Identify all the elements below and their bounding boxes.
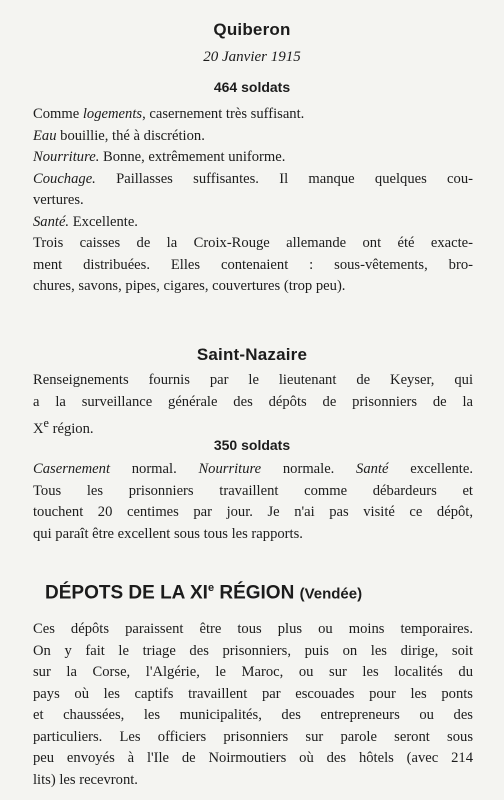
soldier-count-saint-nazaire: 350 soldats xyxy=(213,437,291,453)
section-date: 20 Janvier 1915 xyxy=(203,49,301,65)
region-xi-text xyxy=(33,619,473,791)
region-line: Ces dépôts paraissent être tous plus ou moins temporaires. xyxy=(33,621,473,637)
nourriture-line: Nourriture. Bonne, extrêmement uniforme. xyxy=(33,149,286,165)
section-title-quiberon: Quiberon xyxy=(213,20,291,39)
eau-line: Eau bouillie, thé à discrétion. xyxy=(33,127,205,144)
region-line: On y fait le triage des prisonniers, puis on les dirige, soit xyxy=(33,642,473,659)
visit-line: qui paraît être excellent sous tous les rapports. xyxy=(33,525,303,542)
sante-line: Santé. Excellente. xyxy=(33,213,138,230)
saint-nazaire-details xyxy=(33,459,473,545)
saint-nazaire-info xyxy=(33,370,473,440)
pay-line: touchent 20 centimes par jour. Je n'ai pas visité ce dépôt, xyxy=(33,504,473,520)
couchage-line: Couchage. Paillasses suffisantes. Il manque quelques cou- xyxy=(33,170,473,187)
quiberon-details xyxy=(33,104,473,298)
region-line: pays où les captifs travaillent par escouades pour les ponts xyxy=(33,685,473,702)
region-line: peu envoyés à l'Ile de Noirmoutiers où des hôtels (avec 214 xyxy=(33,750,473,766)
region-department: (Vendée) xyxy=(299,585,363,603)
region-line: particuliers. Les officiers prisonniers sur parole seront sous xyxy=(33,728,473,745)
logements-line: Comme logements, casernement très suffisant. xyxy=(33,106,305,122)
croix-rouge-line-1: Trois caisses de la Croix-Rouge allemande ont été exacte- xyxy=(33,235,473,251)
section-title-saint-nazaire: Saint-Nazaire xyxy=(196,345,308,364)
info-line-2: a la surveillance générale des dépôts de prisonniers de la xyxy=(33,393,473,410)
croix-rouge-line-3: chures, savons, pipes, cigares, couvertures (trop peu). xyxy=(33,278,346,294)
croix-rouge-line-2: ment distribuées. Elles contenaient : sous-vêtements, bro- xyxy=(33,256,473,273)
region-line: et chaussées, les municipalités, des entrepreneurs ou des xyxy=(33,707,473,723)
conditions-line: Casernement normal. Nourriture normale. Santé excellente. xyxy=(33,461,473,477)
info-line-1: Renseignements fournis par le lieutenant de Keyser, qui xyxy=(33,372,473,388)
region-line: sur la Corse, l'Algérie, le Maroc, ou sur les localités du xyxy=(33,664,473,680)
soldier-count-quiberon: 464 soldats xyxy=(213,79,291,95)
couchage-line-cont: vertures. xyxy=(33,192,84,208)
work-line: Tous les prisonniers travaillent comme débardeurs et xyxy=(33,482,473,499)
region-line: lits) les recevront. xyxy=(33,771,138,788)
info-line-3: Xe région. xyxy=(33,416,94,437)
section-title-region-xi: DÉPOTS DE LA XIe RÉGION (Vendée) xyxy=(45,582,363,604)
